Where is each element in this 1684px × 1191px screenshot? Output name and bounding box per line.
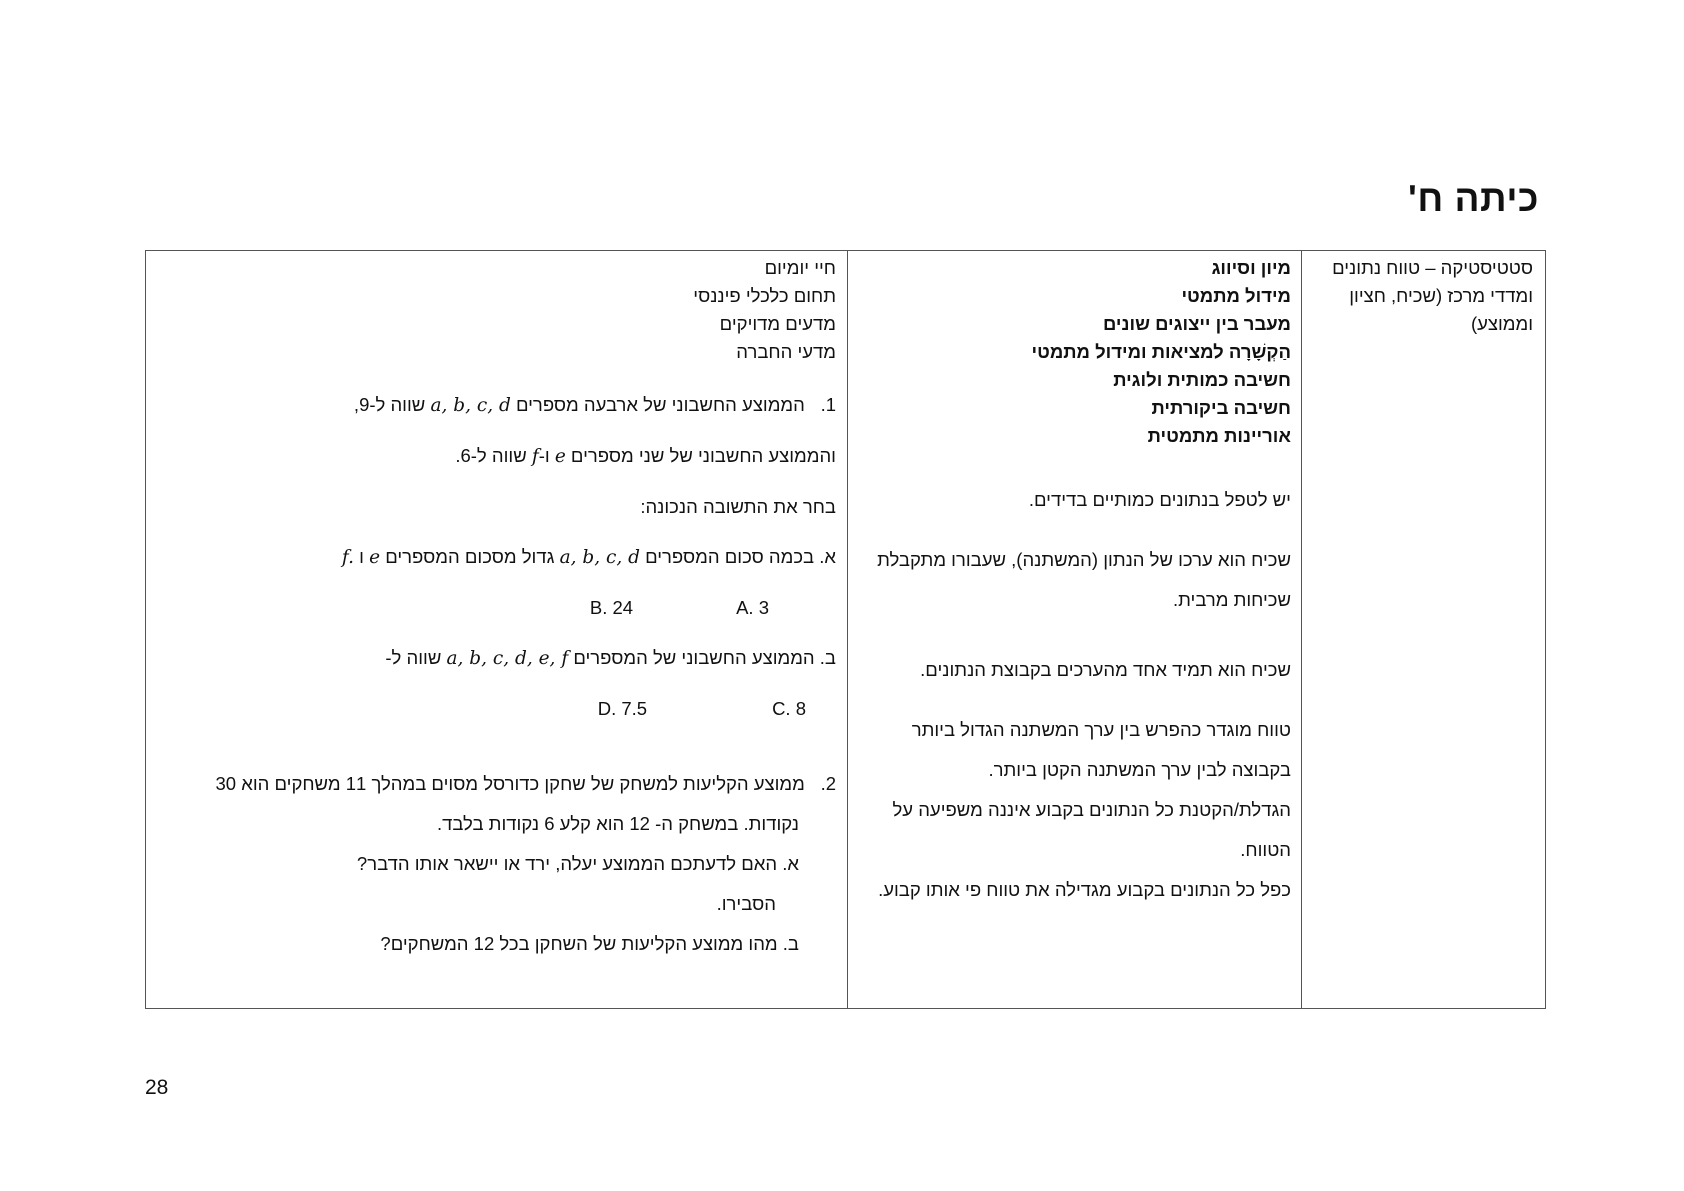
q1-number: 1. xyxy=(820,394,836,415)
skill-item: אוריינות מתמטית xyxy=(1147,425,1291,446)
note-line: הגדלת/הקטנת כל הנתונים בקבוע איננה משפיעה על xyxy=(892,799,1291,820)
q1-text: שווה ל-6. xyxy=(455,445,527,466)
note-line: בקבוצה לבין ערך המשתנה הקטן ביותר. xyxy=(988,759,1291,780)
q1-text: גדול מסכום המספרים xyxy=(385,546,555,567)
q1-var: f. xyxy=(341,547,354,568)
areas-list xyxy=(156,254,836,366)
q1-var: e xyxy=(369,547,381,568)
skill-item: הַקְשָׁרָה למציאות ומידול מתמטי xyxy=(1031,341,1291,362)
topic-cell xyxy=(1301,251,1545,1008)
q2-text: ממוצע הקליעות למשחק של שחקן כדורסל מסוים במהלך 11 משחקים הוא 30 xyxy=(215,773,805,794)
skill-item: מידול מתמטי xyxy=(1181,285,1291,306)
note-line: שכיחות מרבית. xyxy=(1172,589,1291,610)
q1-part-a xyxy=(156,532,836,583)
q1-vars: a, b, c, d xyxy=(430,395,511,416)
area-item: מדעים מדויקים xyxy=(719,313,836,334)
q2-line-1 xyxy=(156,764,836,804)
q1-text: הממוצע החשבוני של ארבעה מספרים xyxy=(515,394,805,415)
question-1 xyxy=(156,380,836,734)
option-d: D. 7.5 xyxy=(597,698,648,719)
skills-list xyxy=(858,254,1291,450)
q1-line-2 xyxy=(156,431,836,482)
topic-text: סטטיסטיקה – טווח נתונים ומדדי מרכז (שכיח, חציון וממוצע) xyxy=(1332,257,1533,334)
option-c: C. 8 xyxy=(772,698,806,719)
q1-text: שווה ל-9, xyxy=(353,394,426,415)
skill-item: מיון וסיווג xyxy=(1211,257,1291,278)
tasks-cell xyxy=(146,251,847,1008)
q1-text: ו xyxy=(359,546,364,567)
area-item: מדעי החברה xyxy=(736,341,836,362)
note-discrete-data xyxy=(858,480,1291,520)
q2-number: 2. xyxy=(820,773,836,794)
q1-line-1 xyxy=(156,380,836,431)
option-b: B. 24 xyxy=(589,597,634,618)
note-line: שכיח הוא ערכו של הנתון (המשתנה), שעבורו מתקבלת xyxy=(877,549,1291,570)
q1-vars: a, b, c, d xyxy=(559,547,640,568)
q1-vars: a, b, c, d, e, f xyxy=(446,648,569,669)
q2-part-b: ב. מהו ממוצע הקליעות של השחקן בכל 12 המשחקים? xyxy=(380,933,799,954)
q1-part-b xyxy=(156,633,836,684)
q1-instruction: בחר את התשובה הנכונה: xyxy=(640,496,836,517)
skills-notes xyxy=(858,480,1291,910)
skill-item: מעבר בין ייצוגים שונים xyxy=(1102,313,1291,334)
q1-var: e xyxy=(554,446,566,467)
note-line: כפל כל הנתונים בקבוע מגדילה את טווח פי אותו קבוע. xyxy=(878,879,1291,900)
note-line: שכיח הוא תמיד אחד מהערכים בקבוצת הנתונים. xyxy=(920,659,1291,680)
area-item: חיי יומיום xyxy=(764,257,836,278)
q2-part-a-line-1: א. האם לדעתכם הממוצע יעלה, ירד או יישאר אותו הדבר? xyxy=(356,853,799,874)
q1-part-a-options xyxy=(156,583,836,633)
area-item: תחום כלכלי פיננסי xyxy=(693,285,836,306)
q1-text: א. בכמה סכום המספרים xyxy=(645,546,836,567)
option-a: A. 3 xyxy=(736,597,769,618)
skill-item: חשיבה כמותית ולוגית xyxy=(1113,369,1291,390)
q1-text: והממוצע החשבוני של שני מספרים xyxy=(570,445,836,466)
q1-var: f xyxy=(531,446,539,467)
q1-text: שווה ל- xyxy=(385,647,442,668)
q2-line-2: נקודות. במשחק ה- 12 הוא קלע 6 נקודות בלבד. xyxy=(436,813,799,834)
q1-part-b-options xyxy=(156,684,836,734)
page-title: כיתה ח' xyxy=(1408,178,1539,219)
curriculum-table xyxy=(145,250,1546,1009)
question-2 xyxy=(156,764,836,964)
q2-part-a-line-2: הסבירו. xyxy=(716,893,776,914)
skills-cell xyxy=(847,251,1301,1008)
q1-text: ו- xyxy=(538,445,550,466)
note-line: טווח מוגדר כהפרש בין ערך המשתנה הגדול ביותר xyxy=(911,719,1291,740)
skill-item: חשיבה ביקורתית xyxy=(1151,397,1291,418)
q1-text: ב. הממוצע החשבוני של המספרים xyxy=(573,647,836,668)
note-range xyxy=(858,710,1291,910)
note-line: הטווח. xyxy=(1240,839,1291,860)
note-line: יש לטפל בנתונים כמותיים בדידים. xyxy=(1028,489,1291,510)
note-mode-definition xyxy=(858,540,1291,620)
note-mode-in-set xyxy=(858,650,1291,690)
page-number: 28 xyxy=(145,1076,169,1099)
